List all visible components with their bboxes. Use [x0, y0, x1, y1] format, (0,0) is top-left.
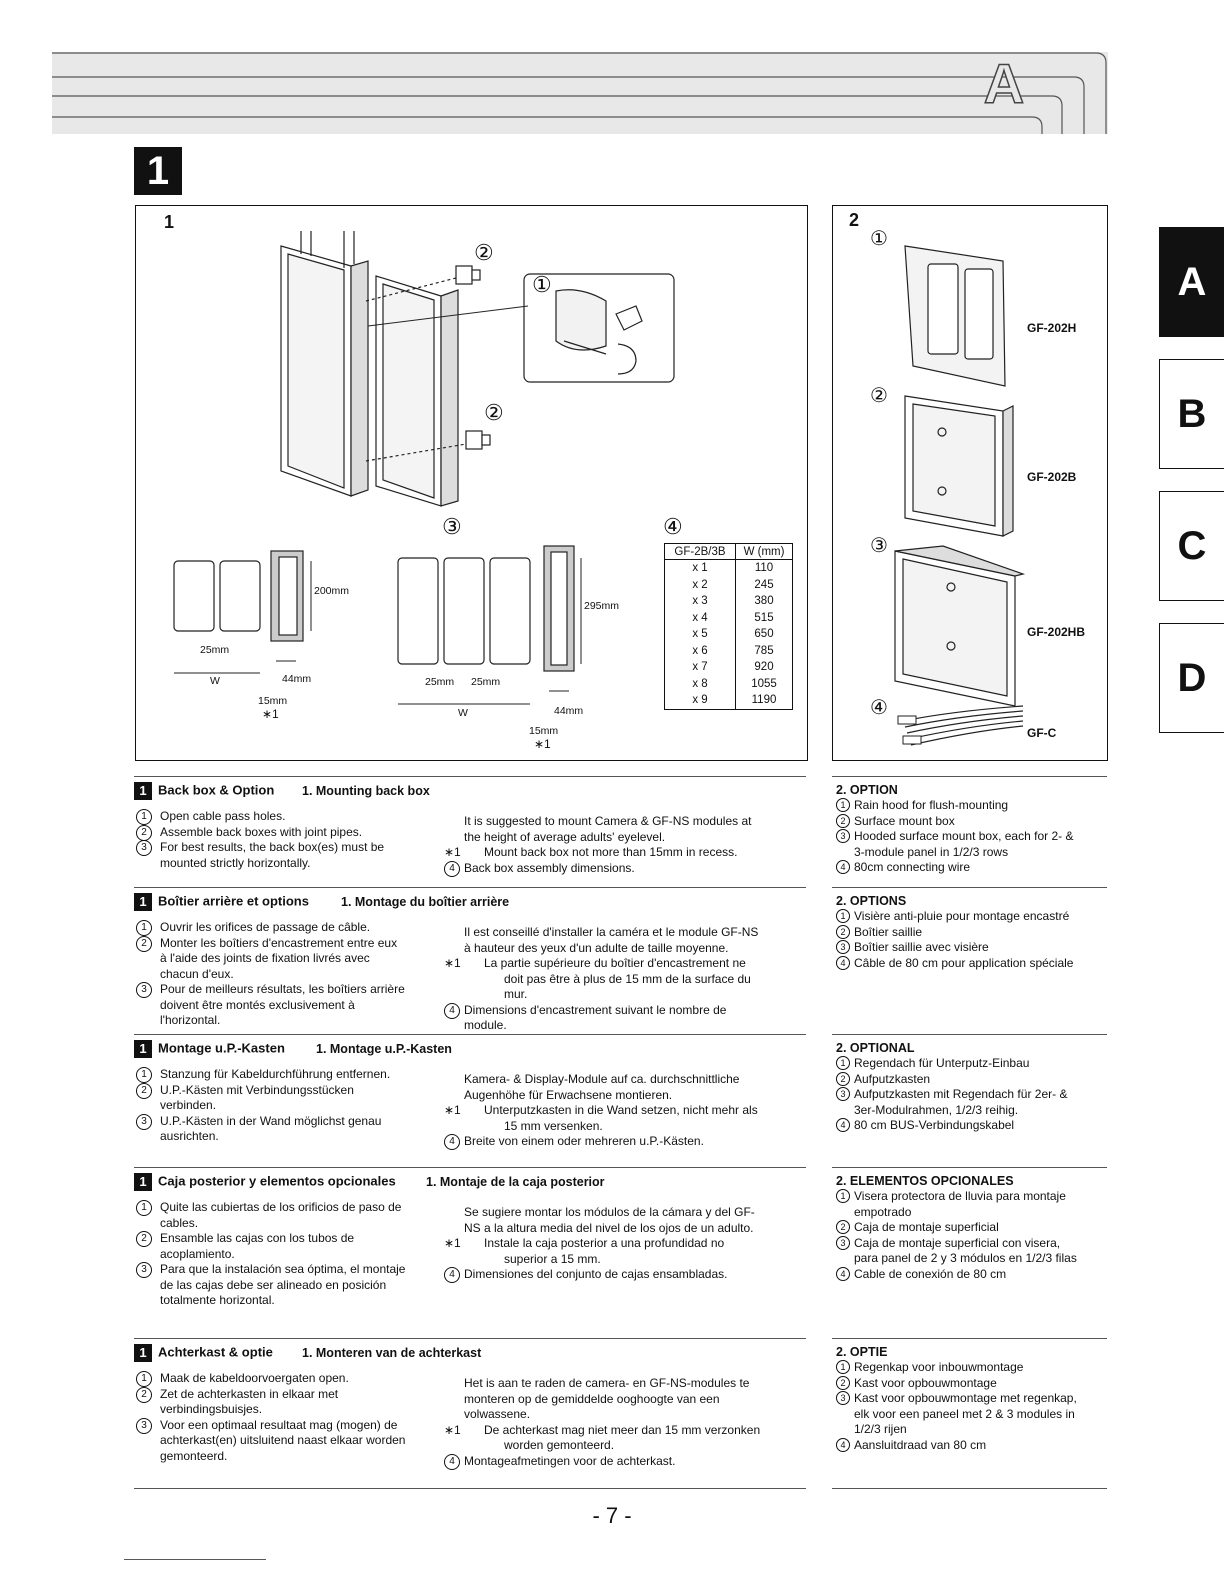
- dim-height-3-module: 295mm: [584, 600, 620, 612]
- step-text: For best results, the back box(es) must be mounted strictly horizontally.: [160, 840, 385, 870]
- option-item: [836, 1360, 1086, 1376]
- section-rule-right: [832, 1338, 1107, 1339]
- option-2-model: GF-202B: [1027, 470, 1077, 484]
- section-title-text: Montage u.P.-Kasten: [158, 1040, 285, 1056]
- section-title-text: Achterkast & optie: [158, 1344, 273, 1360]
- option-item: [836, 1072, 1086, 1088]
- step-item: [136, 1231, 406, 1262]
- table-cell: 110: [736, 560, 793, 577]
- tab-section-a[interactable]: A: [1159, 227, 1224, 337]
- step-text: Ensamble las cajas con los tubos de acoplamiento.: [160, 1231, 355, 1261]
- section-subtitle: 1. Montage u.P.-Kasten: [316, 1042, 452, 1056]
- notes-column: [444, 1205, 766, 1283]
- step-number-icon: 1: [136, 1067, 152, 1083]
- section-title: [134, 1040, 285, 1058]
- option-text: Kast voor opbouwmontage: [854, 1375, 997, 1390]
- option-number-icon: 1: [836, 1189, 850, 1203]
- step-number-icon: 3: [136, 1114, 152, 1130]
- option-1-number: ①: [870, 228, 888, 250]
- option-text: Caja de montaje superficial con visera, para panel de 2 y 3 módulos en 1/2/3 filas: [854, 1235, 1077, 1265]
- table-cell: 920: [736, 659, 793, 676]
- step-number-icon: 2: [136, 936, 152, 952]
- table-cell: 380: [736, 593, 793, 610]
- step-item: [136, 1262, 406, 1309]
- table-cell: x 9: [665, 692, 736, 709]
- recess-note-marker: ∗1: [444, 1236, 461, 1250]
- options-list: [836, 1041, 1086, 1134]
- options-list: [836, 1345, 1086, 1453]
- step-text: Stanzung für Kabeldurchführung entfernen.: [160, 1067, 391, 1081]
- options-list: [836, 783, 1086, 876]
- options-title: 2. OPTION: [836, 783, 898, 797]
- recess-note-marker-right: ∗1: [534, 737, 551, 751]
- section-subtitle: 1. Montaje de la caja posterior: [426, 1175, 605, 1189]
- dim-recess-right: 15mm: [529, 725, 559, 737]
- section-title: [134, 1344, 273, 1362]
- section-title-text: Caja posterior y elementos opcionales: [158, 1173, 396, 1189]
- step-item: [136, 825, 406, 841]
- option-item: [836, 1056, 1086, 1072]
- mounting-height-note: Het is aan te raden de camera- en GF-NS-modules te monteren op de gemiddelde ooghoogte van een volwassene.: [464, 1376, 750, 1421]
- dim-gap-mid-1: 25mm: [425, 676, 455, 688]
- dimension-item: [444, 1267, 766, 1283]
- dim-width-left: W: [210, 675, 220, 687]
- steps-list: [136, 1067, 406, 1145]
- steps-list: [136, 1200, 406, 1309]
- item-4-icon: 4: [444, 861, 460, 877]
- step-number-icon: 3: [136, 1418, 152, 1434]
- option-text: Visera protectora de lluvia para montaje empotrado: [854, 1189, 1066, 1219]
- table-row: [665, 577, 793, 594]
- recess-note: [444, 1103, 766, 1134]
- dim-depth-left: 44mm: [282, 673, 312, 685]
- table-cell: x 3: [665, 593, 736, 610]
- option-number-icon: 3: [836, 940, 850, 954]
- option-number-icon: 1: [836, 1056, 850, 1070]
- notes-column: [444, 1376, 766, 1469]
- dim-depth-right: 44mm: [554, 705, 584, 717]
- option-number-icon: 4: [836, 1267, 850, 1281]
- header-section-letter: A: [983, 52, 1025, 115]
- recess-note: [444, 956, 766, 1003]
- header-banner: [52, 52, 1108, 134]
- step-number-icon: 2: [136, 1387, 152, 1403]
- step-item: [136, 1387, 406, 1418]
- callout-2-bottom: ②: [484, 400, 504, 425]
- section-subtitle: 1. Mounting back box: [302, 784, 430, 798]
- recess-note: [444, 1423, 766, 1454]
- section-title: [134, 1173, 396, 1191]
- option-item: [836, 1220, 1086, 1236]
- option-text: Câble de 80 cm pour application spéciale: [854, 955, 1074, 970]
- mounting-height-note: Se sugiere montar los módulos de la cámara y del GF-NS a la altura media del nivel de los ojos de un adulto.: [464, 1205, 755, 1235]
- section-rule-right: [832, 1167, 1107, 1168]
- option-text: Rain hood for flush-mounting: [854, 798, 1009, 812]
- dimension-item: [444, 861, 766, 877]
- step-text: Open cable pass holes.: [160, 809, 286, 823]
- option-text: Aufputzkasten: [854, 1071, 931, 1086]
- step-text: Assemble back boxes with joint pipes.: [160, 824, 363, 839]
- table-cell: 650: [736, 626, 793, 643]
- tab-section-b[interactable]: B: [1159, 359, 1224, 469]
- option-item: [836, 860, 1086, 876]
- dimension-text: Dimensions d'encastrement suivant le nombre de module.: [464, 1002, 727, 1032]
- bottom-rule-right: [832, 1488, 1107, 1489]
- step-text: Monter les boîtiers d'encastrement entre eux à l'aide des joints de fixation livrés avec chacun d'eux.: [160, 935, 398, 981]
- table-cell: x 5: [665, 626, 736, 643]
- options-list: [836, 1174, 1086, 1282]
- option-item: [836, 1118, 1086, 1134]
- notes-column: [444, 1072, 766, 1150]
- step-item: [136, 1083, 406, 1114]
- step-number-icon: 1: [136, 920, 152, 936]
- callout-3: ③: [442, 514, 462, 539]
- recess-note-text: Unterputzkasten in die Wand setzen, nicht mehr als 15 mm versenken.: [484, 1103, 758, 1133]
- step-item: [136, 1200, 406, 1231]
- dim-height-2-module: 200mm: [314, 585, 350, 597]
- step-item: [136, 840, 406, 871]
- options-panel: [832, 205, 1108, 761]
- section-title-text: Back box & Option: [158, 782, 275, 798]
- option-2-number: ②: [870, 385, 888, 407]
- step-text: Pour de meilleurs résultats, les boîtiers arrière doivent être montés exclusivement à l'horizontal.: [160, 982, 405, 1027]
- option-item: [836, 940, 1086, 956]
- notes-column: [444, 814, 766, 876]
- step-number-icon: 3: [136, 982, 152, 998]
- steps-list: [136, 920, 406, 1029]
- panel-2-label: 2: [849, 210, 860, 230]
- option-number-icon: 2: [836, 925, 850, 939]
- recess-note-text: Instale la caja posterior a una profundidad no superior a 15 mm.: [484, 1236, 725, 1266]
- table-row: [665, 610, 793, 627]
- dim-width-right: W: [458, 707, 468, 719]
- recess-note-marker: ∗1: [444, 1422, 461, 1437]
- panel-1-label: 1: [164, 212, 175, 232]
- dim-gap-mid-2: 25mm: [471, 676, 501, 688]
- step-item: [136, 936, 406, 983]
- step-text: Quite las cubiertas de los orificios de paso de cables.: [160, 1200, 402, 1230]
- table-row: [665, 560, 793, 577]
- table-row: [665, 676, 793, 693]
- recess-note-text: De achterkast mag niet meer dan 15 mm verzonken worden gemonteerd.: [484, 1422, 761, 1452]
- section-title: [134, 893, 309, 911]
- step-item: [136, 1418, 406, 1465]
- option-number-icon: 4: [836, 860, 850, 874]
- option-text: 80 cm BUS-Verbindungskabel: [854, 1118, 1015, 1132]
- item-4-icon: 4: [444, 1134, 460, 1150]
- item-4-icon: 4: [444, 1267, 460, 1283]
- option-item: [836, 956, 1086, 972]
- table-cell: x 7: [665, 659, 736, 676]
- dimension-text: Breite von einem oder mehreren u.P.-Kästen.: [464, 1134, 704, 1148]
- option-number-icon: 2: [836, 814, 850, 828]
- table-cell: x 4: [665, 610, 736, 627]
- callout-1: ①: [532, 272, 552, 297]
- footer-link-rule: [124, 1559, 266, 1560]
- notes-column: [444, 925, 766, 1034]
- option-item: [836, 798, 1086, 814]
- table-cell: x 2: [665, 577, 736, 594]
- step-text: Maak de kabeldoorvoergaten open.: [160, 1371, 349, 1385]
- option-item: [836, 1189, 1086, 1220]
- step-text: U.P.-Kästen mit Verbindungsstücken verbinden.: [160, 1082, 354, 1112]
- step-item: [136, 809, 406, 825]
- option-item: [836, 814, 1086, 830]
- option-item: [836, 1391, 1086, 1438]
- callout-2-top: ②: [474, 240, 494, 265]
- step-text: Ouvrir les orifices de passage de câble.: [160, 920, 371, 934]
- step-number-icon: 3: [136, 1262, 152, 1278]
- option-number-icon: 1: [836, 909, 850, 923]
- option-text: Cable de conexión de 80 cm: [854, 1266, 1007, 1281]
- step-item: [136, 920, 406, 936]
- section-subtitle: 1. Montage du boîtier arrière: [341, 895, 510, 909]
- steps-list: [136, 809, 406, 871]
- option-number-icon: 4: [836, 956, 850, 970]
- options-title: 2. OPTIONS: [836, 894, 907, 908]
- option-item: [836, 925, 1086, 941]
- section-rule-right: [832, 776, 1107, 777]
- option-3-model: GF-202HB: [1027, 625, 1086, 639]
- dimension-item: [444, 1134, 766, 1150]
- section-step-badge: 1: [134, 782, 152, 800]
- option-text: Caja de montaje superficial: [854, 1220, 999, 1234]
- step-item: [136, 1371, 406, 1387]
- option-text: Aansluitdraad van 80 cm: [854, 1437, 987, 1452]
- recess-note-marker-left: ∗1: [262, 707, 279, 721]
- option-item: [836, 1438, 1086, 1454]
- tab-section-d[interactable]: D: [1159, 623, 1224, 733]
- step-item: [136, 1114, 406, 1145]
- table-row: [665, 626, 793, 643]
- option-number-icon: 3: [836, 1087, 850, 1101]
- table-row: [665, 659, 793, 676]
- option-text: Regendach für Unterputz-Einbau: [854, 1056, 1030, 1070]
- section-rule-left: [134, 1034, 806, 1035]
- section-title-text: Boîtier arrière et options: [158, 893, 309, 909]
- dim-recess-left: 15mm: [258, 695, 288, 707]
- dimension-text: Dimensiones del conjunto de cajas ensambladas.: [464, 1267, 728, 1281]
- step-number-icon: 2: [136, 1083, 152, 1099]
- section-rule-right: [832, 1034, 1107, 1035]
- option-item: [836, 909, 1086, 925]
- section-rule-left: [134, 1167, 806, 1168]
- recess-note: [444, 845, 766, 861]
- step-number-icon: 1: [136, 1200, 152, 1216]
- table-cell: 785: [736, 643, 793, 660]
- page-number: - 7 -: [592, 1503, 632, 1528]
- section-title: [134, 782, 274, 800]
- option-4-number: ④: [870, 697, 888, 719]
- recess-note-marker: ∗1: [444, 845, 461, 859]
- step-text: Para que la instalación sea óptima, el montaje de las cajas debe ser alineado en posición totalmente horizontal.: [160, 1262, 406, 1307]
- item-4-icon: 4: [444, 1454, 460, 1470]
- section-step-badge: 1: [134, 1173, 152, 1191]
- section-rule-right: [832, 887, 1107, 888]
- step-number-icon: 3: [136, 840, 152, 856]
- option-text: 80cm connecting wire: [854, 860, 971, 874]
- option-number-icon: 2: [836, 1376, 850, 1390]
- tab-section-c[interactable]: C: [1159, 491, 1224, 601]
- step-number-icon: 1: [136, 1371, 152, 1387]
- mounting-height-note: Il est conseillé d'installer la caméra et le module GF-NS à hauteur des yeux d'un adulte de taille moyenne.: [464, 925, 759, 955]
- section-rule-left: [134, 1338, 806, 1339]
- mounting-height-note: Kamera- & Display-Module auf ca. durchschnittliche Augenhöhe für Erwachsene montieren.: [464, 1072, 740, 1102]
- option-item: [836, 1376, 1086, 1392]
- option-number-icon: 1: [836, 798, 850, 812]
- options-title: 2. ELEMENTOS OPCIONALES: [836, 1174, 1014, 1188]
- item-4-icon: 4: [444, 1003, 460, 1019]
- recess-note-text: La partie supérieure du boîtier d'encastrement ne doit pas être à plus de 15 mm de la surface du mur.: [484, 956, 751, 1001]
- step-item: [136, 1067, 406, 1083]
- step-number-badge: 1: [134, 147, 182, 195]
- option-item: [836, 1087, 1086, 1118]
- table-row: [665, 643, 793, 660]
- table-cell: 515: [736, 610, 793, 627]
- mounting-height-note: It is suggested to mount Camera & GF-NS modules at the height of average adults' eyelevel.: [464, 814, 752, 844]
- dimension-text: Montageafmetingen voor de achterkast.: [464, 1453, 676, 1468]
- option-number-icon: 4: [836, 1118, 850, 1132]
- option-item: [836, 1236, 1086, 1267]
- option-number-icon: 3: [836, 1236, 850, 1250]
- step-text: U.P.-Kästen in der Wand möglichst genau ausrichten.: [160, 1113, 382, 1143]
- options-title: 2. OPTIE: [836, 1345, 888, 1359]
- option-number-icon: 2: [836, 1072, 850, 1086]
- step-number-icon: 2: [136, 825, 152, 841]
- option-text: Aufputzkasten mit Regendach für 2er- & 3er-Modulrahmen, 1/2/3 reihig.: [854, 1087, 1068, 1117]
- step-number-icon: 1: [136, 809, 152, 825]
- table-cell: 245: [736, 577, 793, 594]
- recess-note-marker: ∗1: [444, 956, 461, 970]
- option-text: Boîtier saillie avec visière: [854, 940, 989, 954]
- option-number-icon: 3: [836, 1391, 850, 1405]
- option-text: Boîtier saillie: [854, 924, 923, 939]
- section-subtitle: 1. Monteren van de achterkast: [302, 1346, 482, 1360]
- option-item: [836, 1267, 1086, 1283]
- section-rule-left: [134, 887, 806, 888]
- step-item: [136, 982, 406, 1029]
- option-number-icon: 3: [836, 829, 850, 843]
- option-text: Hooded surface mount box, each for 2- & 3-module panel in 1/2/3 rows: [854, 829, 1074, 859]
- recess-note: [444, 1236, 766, 1267]
- dimension-text: Back box assembly dimensions.: [464, 860, 635, 875]
- step-text: Zet de achterkasten in elkaar met verbindingsbuisjes.: [160, 1386, 339, 1416]
- option-text: Kast voor opbouwmontage met regenkap, elk voor een paneel met 2 & 3 modules in 1/2/3 rijen: [854, 1391, 1077, 1436]
- option-1-model: GF-202H: [1027, 321, 1077, 335]
- step-number-icon: 2: [136, 1231, 152, 1247]
- table-header-model: GF-2B/3B: [665, 544, 736, 560]
- table-header-width: W (mm): [736, 544, 793, 560]
- callout-4: ④: [663, 514, 683, 539]
- dim-gap-left: 25mm: [200, 644, 230, 656]
- section-step-badge: 1: [134, 1040, 152, 1058]
- option-number-icon: 1: [836, 1360, 850, 1374]
- table-row: [665, 692, 793, 709]
- table-cell: x 8: [665, 676, 736, 693]
- section-rule-left: [134, 776, 806, 777]
- option-4-model: GF-C: [1027, 726, 1057, 740]
- recess-note-text: Mount back box not more than 15mm in recess.: [484, 845, 738, 859]
- option-text: Visière anti-pluie pour montage encastré: [854, 909, 1070, 923]
- steps-list: [136, 1371, 406, 1464]
- option-item: [836, 829, 1086, 860]
- table-cell: 1055: [736, 676, 793, 693]
- back-box-width-table: [664, 543, 793, 710]
- options-title: 2. OPTIONAL: [836, 1041, 915, 1055]
- recess-note-marker: ∗1: [444, 1103, 461, 1117]
- table-cell: x 6: [665, 643, 736, 660]
- option-number-icon: 2: [836, 1220, 850, 1234]
- table-row: [665, 593, 793, 610]
- step-text: Voor een optimaal resultaat mag (mogen) de achterkast(en) uitsluitend naast elkaar worden gemonteerd.: [160, 1417, 406, 1463]
- option-text: Surface mount box: [854, 813, 955, 828]
- section-step-badge: 1: [134, 893, 152, 911]
- options-list: [836, 894, 1086, 971]
- section-step-badge: 1: [134, 1344, 152, 1362]
- table-cell: 1190: [736, 692, 793, 709]
- dimension-item: [444, 1454, 766, 1470]
- bottom-rule-left: [134, 1488, 806, 1489]
- table-cell: x 1: [665, 560, 736, 577]
- option-3-number: ③: [870, 535, 888, 557]
- option-text: Regenkap voor inbouwmontage: [854, 1360, 1024, 1374]
- dimension-item: [444, 1003, 766, 1034]
- option-number-icon: 4: [836, 1438, 850, 1452]
